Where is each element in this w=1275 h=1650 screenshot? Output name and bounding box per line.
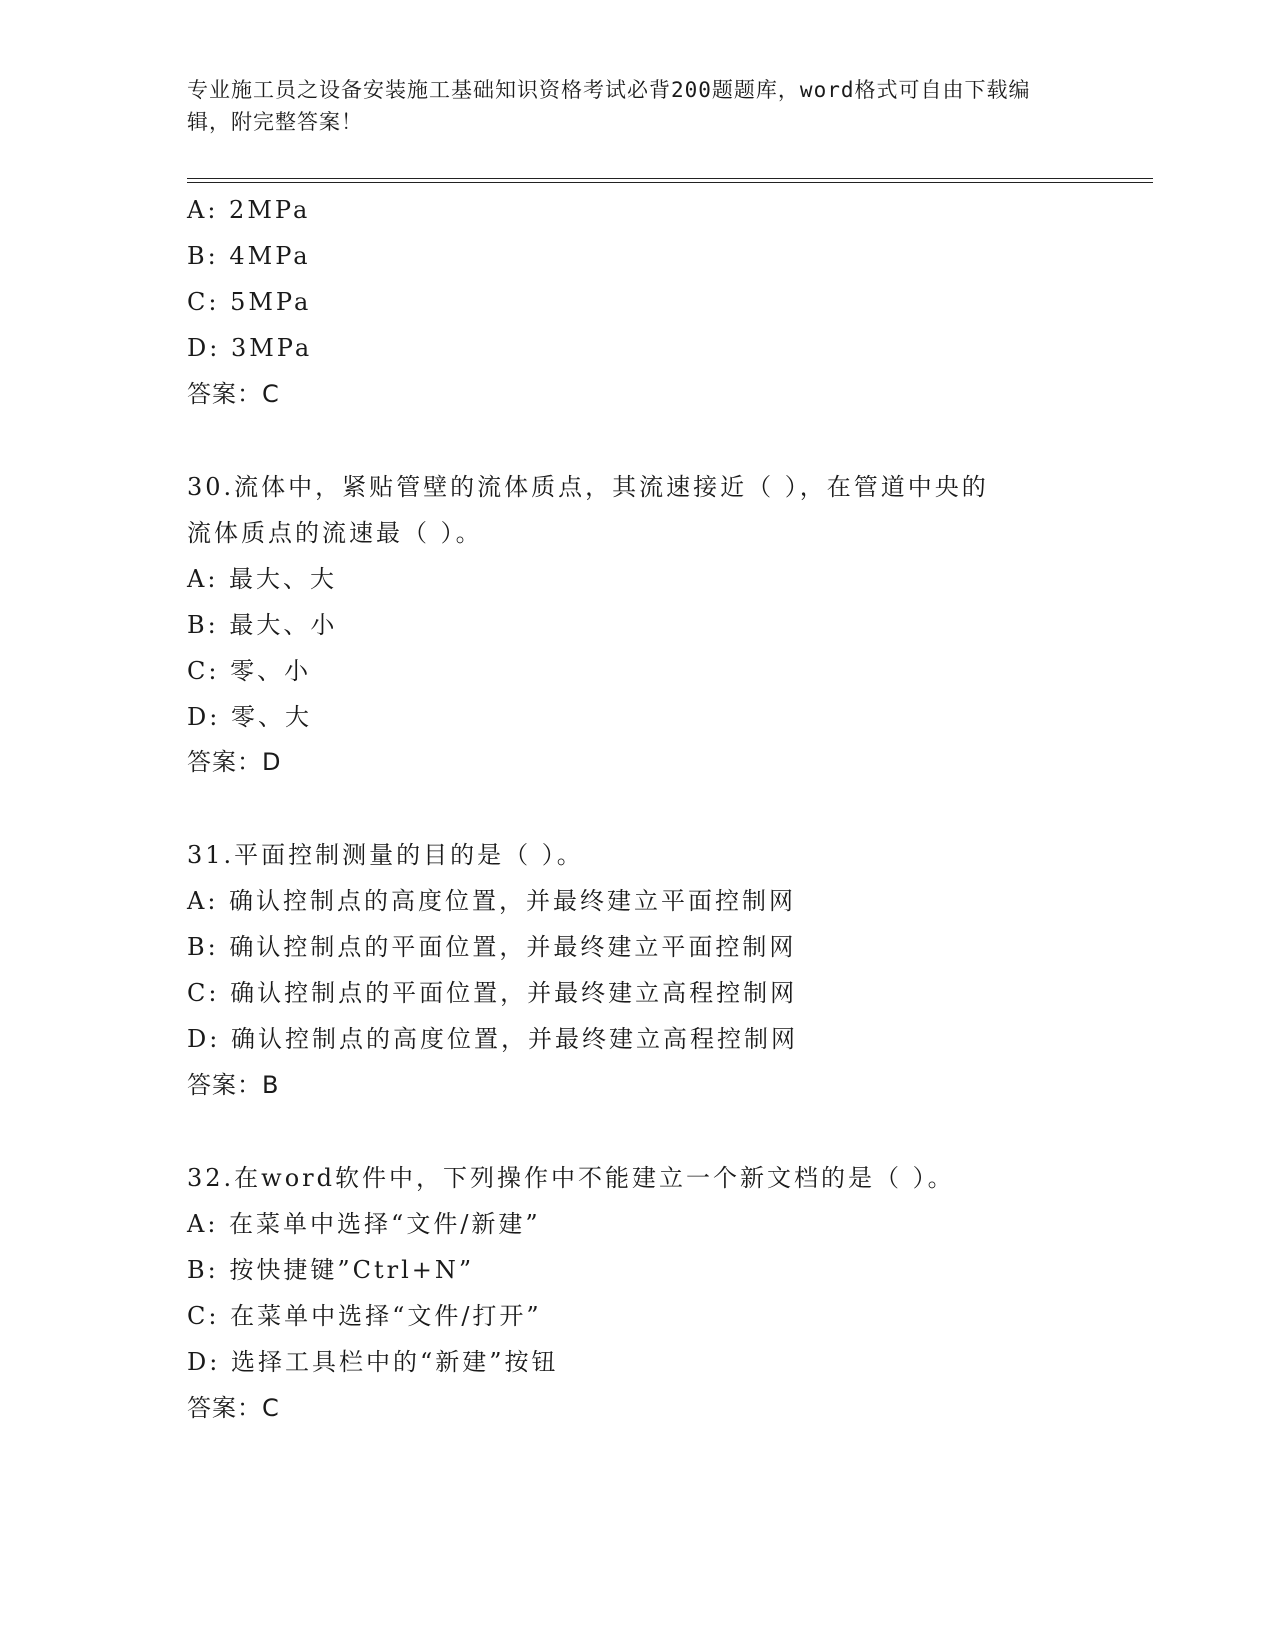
q31-question: 31.平面控制测量的目的是（ ）。 xyxy=(187,841,584,869)
q31-option-b: B: 确认控制点的平面位置，并最终建立平面控制网 xyxy=(187,933,797,961)
q32-option-a: A: 在菜单中选择“文件/新建” xyxy=(187,1210,541,1238)
q30-option-c: C: 零、小 xyxy=(187,657,312,685)
q29-option-a: A: 2MPa xyxy=(187,196,311,224)
q30-option-b: B: 最大、小 xyxy=(187,611,338,639)
q29-option-c: C: 5MPa xyxy=(187,288,312,316)
q32-question: 32.在word软件中，下列操作中不能建立一个新文档的是（ ）。 xyxy=(187,1164,955,1192)
header-divider-top xyxy=(187,178,1153,179)
q31-option-c: C: 确认控制点的平面位置，并最终建立高程控制网 xyxy=(187,979,798,1007)
q32-option-d: D: 选择工具栏中的“新建”按钮 xyxy=(187,1348,559,1376)
q30-answer: 答案：D xyxy=(187,748,282,776)
q29-option-d: D: 3MPa xyxy=(187,334,313,362)
q32-option-b: B: 按快捷键”Ctrl+N” xyxy=(187,1256,475,1284)
q32-option-c: C: 在菜单中选择“文件/打开” xyxy=(187,1302,542,1330)
page-header: 专业施工员之设备安装施工基础知识资格考试必背200题题库，word格式可自由下载编辑，附完整答案！ xyxy=(187,78,1031,134)
q31-option-a: A: 确认控制点的高度位置，并最终建立平面控制网 xyxy=(187,887,797,915)
header-divider-bottom xyxy=(187,182,1153,183)
q30-question-line2: 流体质点的流速最（ ）。 xyxy=(187,519,483,547)
q30-option-d: D: 零、大 xyxy=(187,703,312,731)
q30-question-line1: 30.流体中，紧贴管壁的流体质点，其流速接近（ ），在管道中央的 xyxy=(187,473,989,501)
q31-option-d: D: 确认控制点的高度位置，并最终建立高程控制网 xyxy=(187,1025,798,1053)
q31-answer: 答案：B xyxy=(187,1071,280,1099)
q29-answer: 答案：C xyxy=(187,380,280,408)
q32-answer: 答案：C xyxy=(187,1394,280,1422)
q30-option-a: A: 最大、大 xyxy=(187,565,338,593)
q29-option-b: B: 4MPa xyxy=(187,242,311,270)
